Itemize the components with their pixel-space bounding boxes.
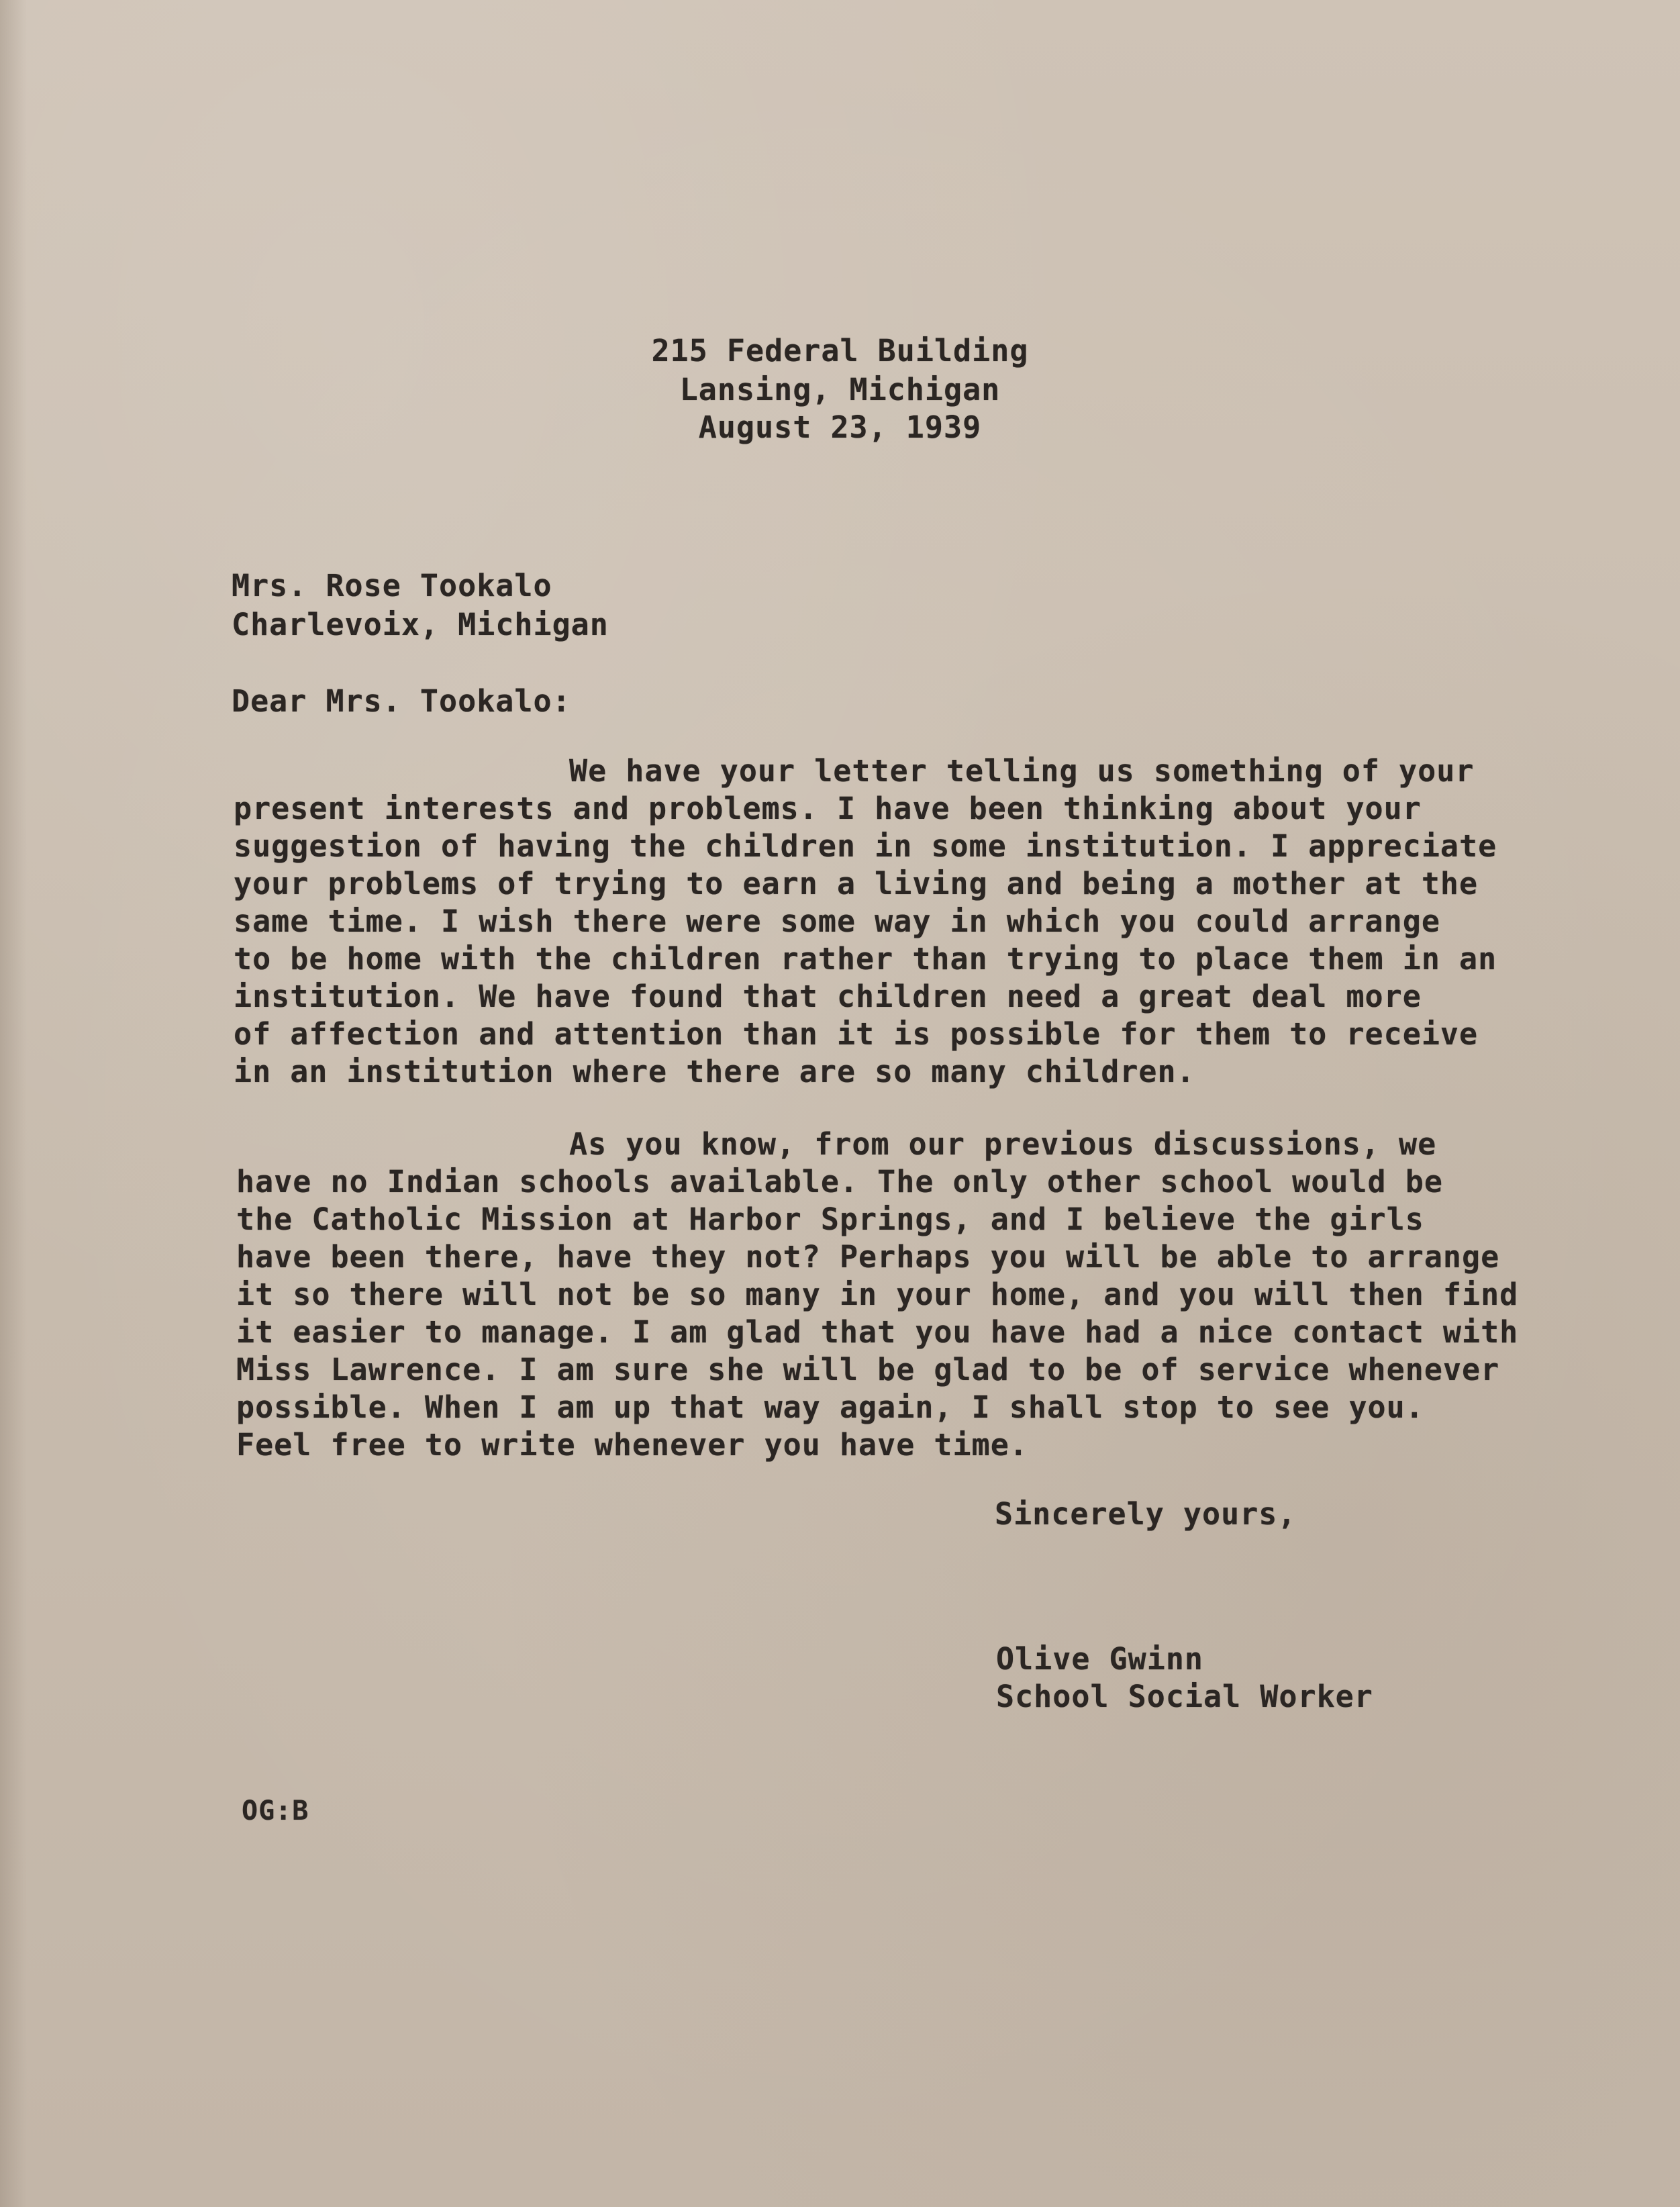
paragraph-line: to be home with the children rather than trying to place them in an [234,941,1497,977]
paragraph-line: the Catholic Mission at Harbor Springs, and I believe the girls [236,1201,1424,1237]
recipient-name: Mrs. Rose Tookalo [232,568,552,603]
paragraph-line: Miss Lawrence. I am sure she will be glad to be of service whenever [236,1352,1500,1387]
recipient-location: Charlevoix, Michigan [232,607,609,642]
reference-initials: OG:B [242,1796,309,1826]
paragraph-line: We have your letter telling us something of your [569,753,1475,789]
paragraph-line: Feel free to write whenever you have time. [236,1427,1028,1463]
letter-date: August 23, 1939 [698,409,982,445]
salutation: Dear Mrs. Tookalo: [232,683,571,719]
closing: Sincerely yours, [995,1496,1297,1532]
paragraph-line: present interests and problems. I have been thinking about your [234,791,1422,826]
paragraph-line: of affection and attention than it is possible for them to receive [234,1016,1479,1052]
paragraph-line: in an institution where there are so many children. [234,1054,1195,1089]
paragraph-line: same time. I wish there were some way in which you could arrange [234,903,1440,939]
paragraph-line: possible. When I am up that way again, I shall stop to see you. [236,1389,1424,1425]
letterhead-city: Lansing, Michigan [679,372,1001,407]
signer-title: School Social Worker [996,1679,1373,1714]
paragraph-line: have been there, have they not? Perhaps you will be able to arrange [236,1239,1500,1275]
paragraph-line: have no Indian schools available. The only other school would be [236,1164,1443,1199]
paragraph-line: As you know, from our previous discussions, we [569,1126,1437,1162]
paragraph-line: institution. We have found that children need a great deal more [234,979,1422,1014]
signer-name: Olive Gwinn [996,1641,1204,1677]
paragraph-line: it easier to manage. I am glad that you have had a nice contact with [236,1314,1519,1350]
paragraph-line: your problems of trying to earn a living and being a mother at the [234,866,1479,901]
letterhead-address: 215 Federal Building [651,333,1029,369]
paragraph-line: suggestion of having the children in some institution. I appreciate [234,828,1497,864]
paragraph-line: it so there will not be so many in your home, and you will then find [236,1277,1519,1312]
